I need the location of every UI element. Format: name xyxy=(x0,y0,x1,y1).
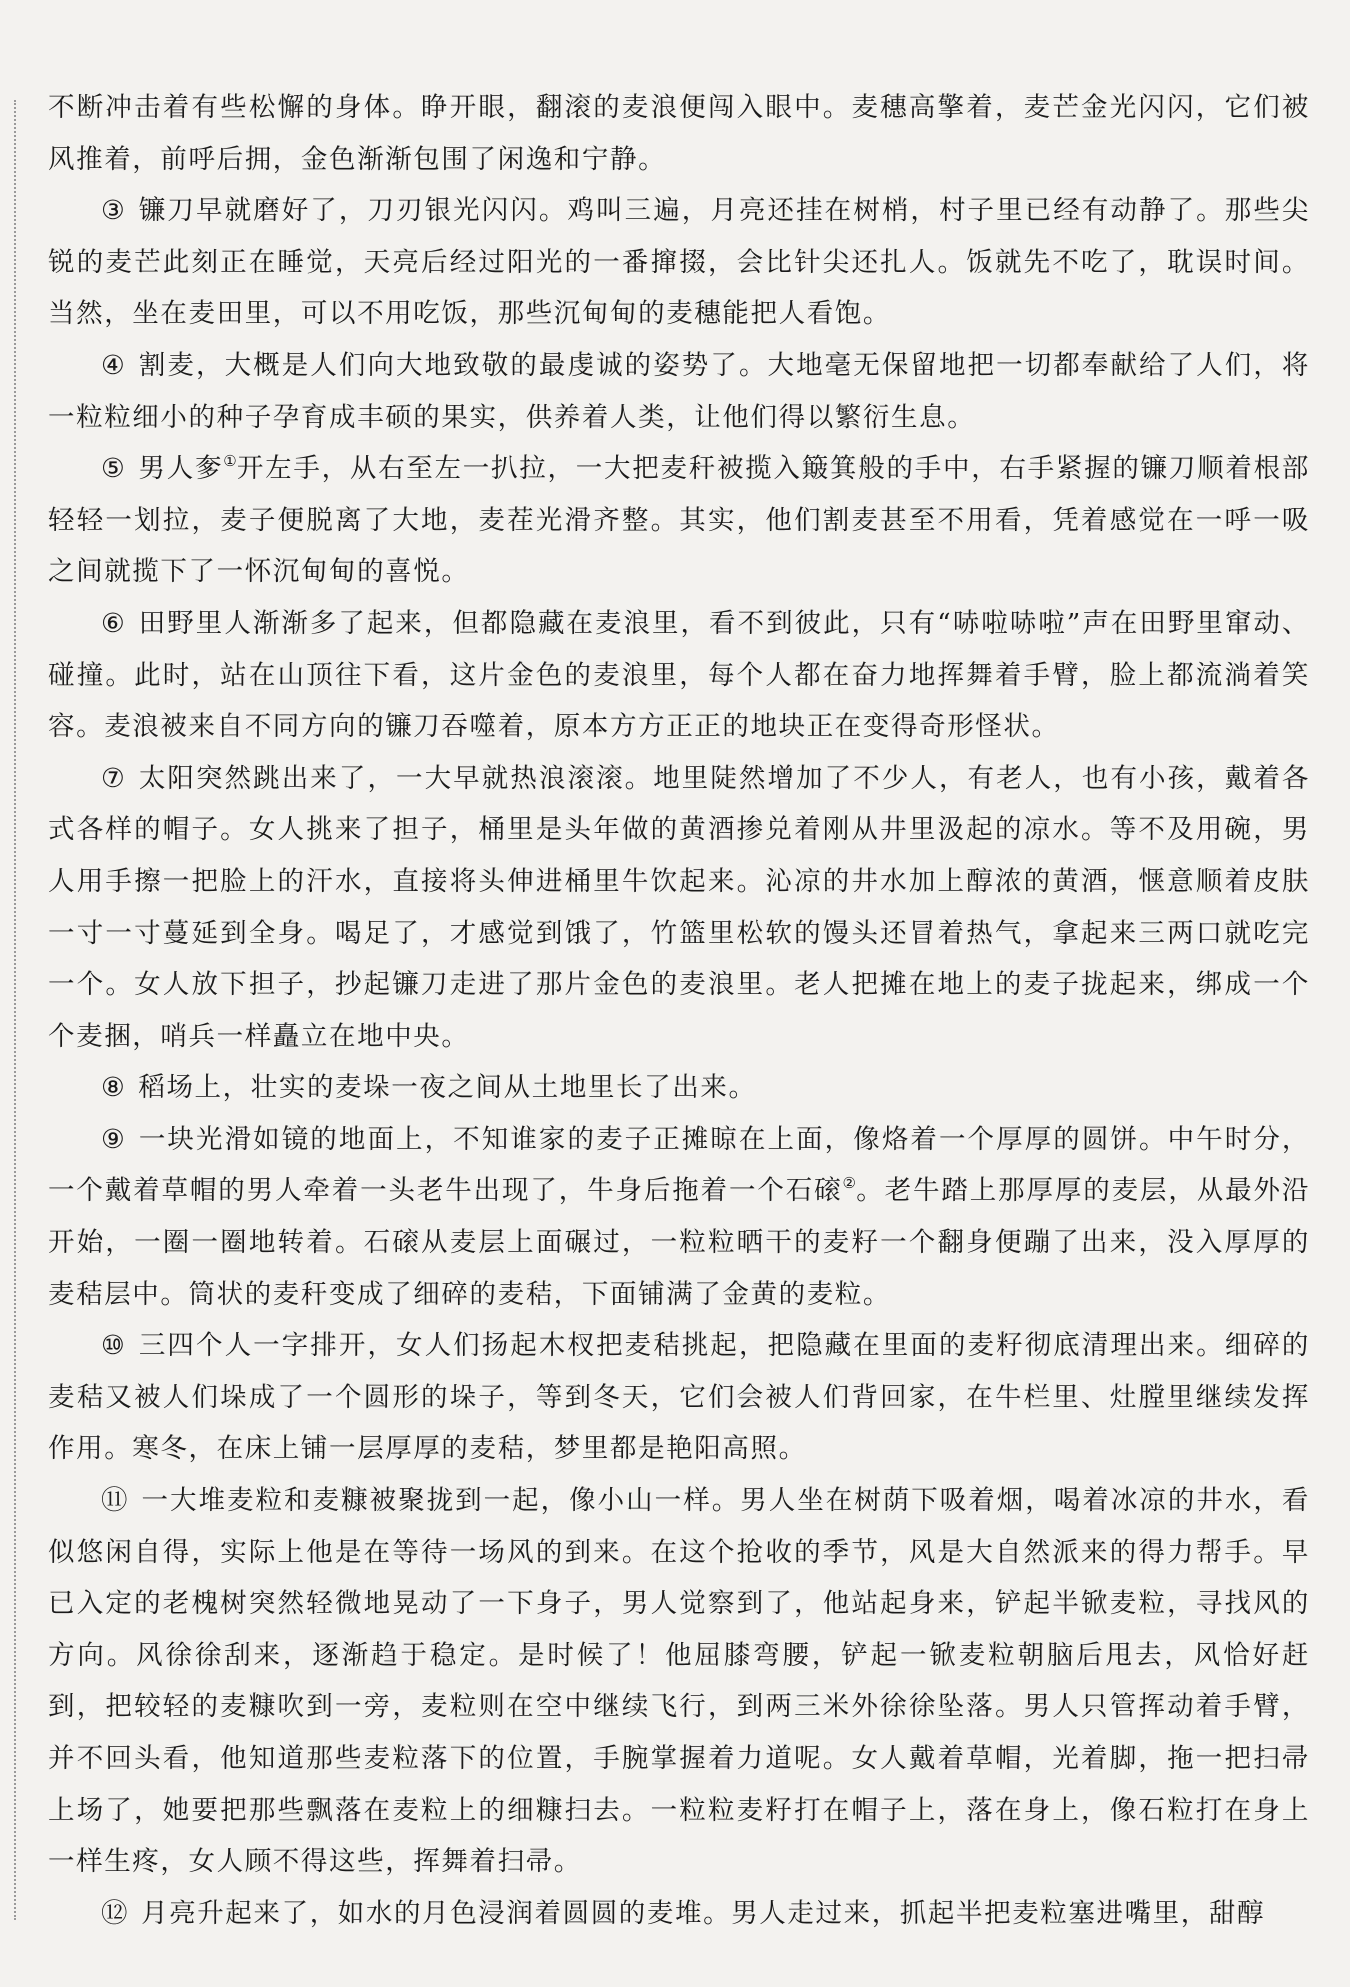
paragraph-6 xyxy=(48,598,1310,753)
paragraph-10 xyxy=(48,1320,1310,1475)
paragraph-12 xyxy=(48,1888,1310,1940)
paragraph-text: 不断冲击着有些松懈的身体。睁开眼，翻滚的麦浪便闯入眼中。麦穗高擎着，麦芒金光闪闪，它们被风推着，前呼后拥，金色渐渐包围了闲逸和宁静。 xyxy=(48,92,1310,175)
paragraph-text: 男人奓 xyxy=(138,453,224,485)
paragraph-5 xyxy=(48,443,1310,598)
paragraph-number: ⑥ xyxy=(101,607,127,639)
article-body xyxy=(48,82,1310,1939)
paragraph-11 xyxy=(48,1475,1310,1888)
footnote-marker: ② xyxy=(842,1174,857,1193)
margin-dotted-rule xyxy=(14,100,16,1920)
paragraph-number: ⑨ xyxy=(101,1123,127,1155)
paragraph-continuation xyxy=(48,82,1310,185)
paragraph-number: ⑫ xyxy=(101,1897,130,1929)
paragraph-number: ③ xyxy=(101,195,127,227)
paragraph-number: ⑩ xyxy=(101,1330,127,1362)
paragraph-3 xyxy=(48,185,1310,340)
paragraph-text: 月亮升起来了，如水的月色浸润着圆圆的麦堆。男人走过来，抓起半把麦粒塞进嘴里，甜醇 xyxy=(141,1897,1266,1929)
paragraph-text: 稻场上，壮实的麦垛一夜之间从土地里长了出来。 xyxy=(138,1072,757,1104)
paragraph-number: ⑪ xyxy=(101,1485,130,1517)
paragraph-number: ④ xyxy=(101,349,127,381)
paragraph-text: 割麦，大概是人们向大地致敬的最虔诚的姿势了。大地毫无保留地把一切都奉献给了人们，将一粒粒细小的种子孕育成丰硕的果实，供养着人类，让他们得以繁衍生息。 xyxy=(48,349,1310,433)
paragraph-number: ⑤ xyxy=(101,453,127,485)
paragraph-number: ⑦ xyxy=(101,762,127,794)
paragraph-text: 开左手，从右至左一扒拉，一大把麦秆被揽入簸箕般的手中，右手紧握的镰刀顺着根部轻轻一划拉，麦子便脱离了大地，麦茬光滑齐整。其实，他们割麦甚至不用看，凭着感觉在一呼一吸之间就揽下了一怀沉甸甸的喜悦。 xyxy=(48,453,1310,588)
paragraph-number: ⑧ xyxy=(101,1072,127,1104)
footnote-marker: ① xyxy=(223,452,237,471)
paragraph-text: 一块光滑如镜的地面上，不知谁家的麦子正摊晾在上面，像烙着一个厚厚的圆饼。中午时分，一个戴着草帽的男人牵着一头老牛出现了，牛身后拖着一个石磙 xyxy=(48,1123,1310,1207)
paragraph-9 xyxy=(48,1114,1310,1320)
paragraph-text: 太阳突然跳出来了，一大早就热浪滚滚。地里陡然增加了不少人，有老人，也有小孩，戴着各式各样的帽子。女人挑来了担子，桶里是头年做的黄酒掺兑着刚从井里汲起的凉水。等不及用碗，男人用手擦一把脸上的汗水，直接将头伸进桶里牛饮起来。沁凉的井水加上醇浓的黄酒，惬意顺着皮肤一寸一寸蔓延到全身。喝足了，才感觉到饿了，竹篮里松软的馒头还冒着热气，拿起来三两口就吃完一个。女人放下担子，抄起镰刀走进了那片金色的麦浪里。老人把摊在地上的麦子拢起来，绑成一个个麦捆，哨兵一样矗立在地中央。 xyxy=(48,762,1310,1052)
paragraph-text: 三四个人一字排开，女人们扬起木杈把麦秸挑起，把隐藏在里面的麦籽彻底清理出来。细碎的麦秸又被人们垛成了一个圆形的垛子，等到冬天，它们会被人们背回家，在牛栏里、灶膛里继续发挥作用。寒冬，在床上铺一层厚厚的麦秸，梦里都是艳阳高照。 xyxy=(48,1330,1310,1465)
paragraph-text: 一大堆麦粒和麦糠被聚拢到一起，像小山一样。男人坐在树荫下吸着烟，喝着冰凉的井水，看似悠闲自得，实际上他是在等待一场风的到来。在这个抢收的季节，风是大自然派来的得力帮手。早已入定的老槐树突然轻微地晃动了一下身子，男人觉察到了，他站起身来，铲起半锨麦粒，寻找风的方向。风徐徐刮来，逐渐趋于稳定。是时候了！他屈膝弯腰，铲起一锨麦粒朝脑后甩去，风恰好赶到，把较轻的麦糠吹到一旁，麦粒则在空中继续飞行，到两三米外徐徐坠落。男人只管挥动着手臂，并不回头看，他知道那些麦粒落下的位置，手腕掌握着力道呢。女人戴着草帽，光着脚，拖一把扫帚上场了，她要把那些飘落在麦粒上的细糠扫去。一粒粒麦籽打在帽子上，落在身上，像石粒打在身上一样生疼，女人顾不得这些，挥舞着扫帚。 xyxy=(48,1485,1310,1878)
paragraph-8 xyxy=(48,1062,1310,1114)
paragraph-4 xyxy=(48,340,1310,443)
paragraph-text: 镰刀早就磨好了，刀刃银光闪闪。鸡叫三遍，月亮还挂在树梢，村子里已经有动静了。那些尖锐的麦芒此刻正在睡觉，天亮后经过阳光的一番撺掇，会比针尖还扎人。饭就先不吃了，耽误时间。当然，坐在麦田里，可以不用吃饭，那些沉甸甸的麦穗能把人看饱。 xyxy=(48,195,1310,330)
paragraph-text: 。老牛踏上那厚厚的麦层，从最外沿开始，一圈一圈地转着。石磙从麦层上面碾过，一粒粒晒干的麦籽一个翻身便蹦了出来，没入厚厚的麦秸层中。筒状的麦秆变成了细碎的麦秸，下面铺满了金黄的麦粒。 xyxy=(48,1175,1310,1310)
paragraph-text: 田野里人渐渐多了起来，但都隐藏在麦浪里，看不到彼此，只有“哧啦哧啦”声在田野里窜动、碰撞。此时，站在山顶往下看，这片金色的麦浪里，每个人都在奋力地挥舞着手臂，脸上都流淌着笑容。麦浪被来自不同方向的镰刀吞噬着，原本方方正正的地块正在变得奇形怪状。 xyxy=(48,607,1311,743)
paragraph-7 xyxy=(48,753,1310,1063)
